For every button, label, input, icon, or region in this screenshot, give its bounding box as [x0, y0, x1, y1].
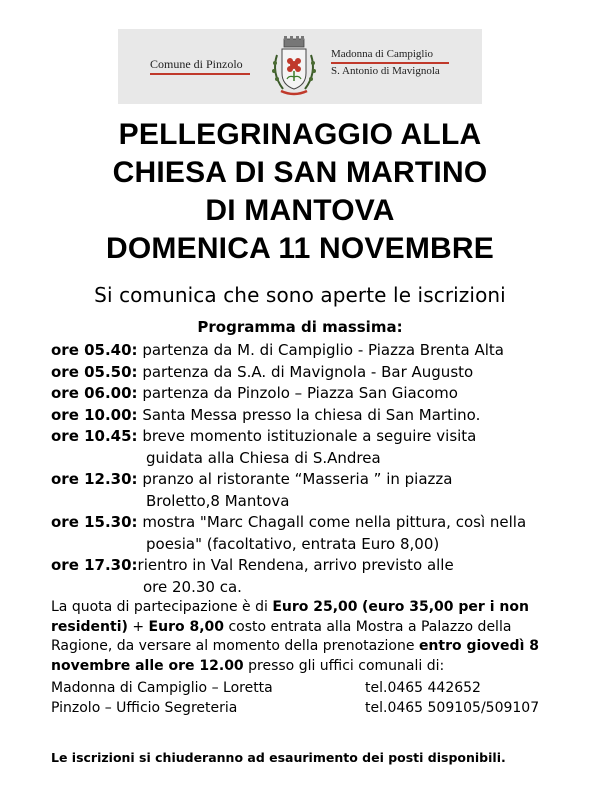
fee-text: costo entrata alla Mostra a Palazzo della Ragione, da versare al momento della prenotazione	[51, 618, 512, 654]
schedule-time: ore 15.30:	[51, 513, 138, 531]
contact-phone: tel.0465 442652	[365, 680, 481, 696]
header-banner	[118, 29, 482, 104]
exhibition-fee: Euro 8,00	[148, 618, 225, 635]
schedule-time: ore 10.00:	[51, 405, 138, 424]
schedule-text: partenza da S.A. di Mavignola - Bar Augusto	[137, 362, 474, 381]
schedule-time: ore 12.30:	[51, 470, 138, 488]
contact-row	[51, 698, 571, 718]
fee-nonresident: (euro 35,00 per i non residenti)	[51, 599, 529, 635]
schedule-item	[51, 340, 571, 362]
schedule-time: ore 10.45:	[51, 427, 138, 445]
schedule-time: ore 05.40:	[51, 341, 138, 359]
subtitle: Si comunica che sono aperte le iscrizioni	[94, 283, 506, 307]
coat-of-arms-icon	[269, 35, 319, 99]
schedule-list	[51, 340, 571, 598]
schedule-item	[51, 555, 571, 577]
schedule-continuation: ore 20.30 ca.	[143, 577, 242, 596]
program-heading: Programma di massima:	[197, 318, 403, 336]
right-red-rule	[331, 62, 449, 64]
fee-paragraph	[51, 598, 551, 676]
localities	[331, 47, 440, 78]
schedule-continuation: poesia" (facoltativo, entrata Euro 8,00)	[146, 534, 440, 553]
fee-text: La quota di partecipazione è di	[51, 599, 273, 615]
contact-office: Madonna di Campiglio – Loretta	[51, 680, 273, 696]
title-line-3: DI MANTOVA	[205, 194, 395, 227]
schedule-time: ore 17.30:	[51, 556, 138, 574]
left-red-rule	[150, 73, 250, 75]
schedule-text: breve momento istituzionale a seguire visita	[137, 427, 477, 445]
locality-line-2: S. Antonio di Mavignola	[331, 65, 440, 77]
title-line-2: CHIESA DI SAN MARTINO	[112, 156, 488, 189]
fee-text: +	[127, 618, 149, 635]
contact-row	[51, 678, 571, 698]
page-title	[0, 116, 600, 268]
schedule-item	[51, 405, 571, 427]
schedule-continuation: guidata alla Chiesa di S.Andrea	[146, 448, 381, 467]
title-line-4: DOMENICA 11 NOVEMBRE	[106, 232, 494, 265]
schedule-text: mostra "Marc Chagall come nella pittura, così nella	[137, 513, 527, 531]
schedule-text: partenza da M. di Campiglio - Piazza Brenta Alta	[137, 341, 504, 359]
schedule-item	[51, 512, 571, 534]
contacts-list	[51, 678, 571, 718]
schedule-continuation: Broletto,8 Mantova	[146, 491, 290, 510]
schedule-item	[51, 383, 571, 405]
contact-office: Pinzolo – Ufficio Segreteria	[51, 700, 238, 716]
fee-amount: Euro 25,00	[272, 599, 358, 615]
contact-phone: tel.0465 509105/509107	[365, 700, 540, 716]
schedule-text: rientro in Val Rendena, arrivo previsto alle	[137, 556, 454, 574]
schedule-time: ore 06.00:	[51, 384, 138, 402]
title-line-1: PELLEGRINAGGIO ALLA	[118, 118, 482, 151]
schedule-text: pranzo al ristorante “Masseria ” in piazza	[137, 470, 453, 488]
locality-line-1: Madonna di Campiglio	[331, 48, 434, 60]
schedule-text: Santa Messa presso la chiesa di San Martino.	[137, 405, 481, 424]
fee-text: presso gli uffici comunali di:	[243, 657, 445, 674]
schedule-item	[51, 362, 571, 384]
footer-note: Le iscrizioni si chiuderanno ad esaurimento dei posti disponibili.	[51, 750, 506, 765]
deadline: entro giovedì 8 novembre alle ore 12.00	[51, 638, 539, 674]
schedule-item	[51, 426, 571, 448]
municipality-name: Comune di Pinzolo	[150, 57, 243, 72]
schedule-text: partenza da Pinzolo – Piazza San Giacomo	[137, 384, 458, 402]
schedule-time: ore 05.50:	[51, 362, 138, 381]
schedule-item	[51, 469, 571, 491]
